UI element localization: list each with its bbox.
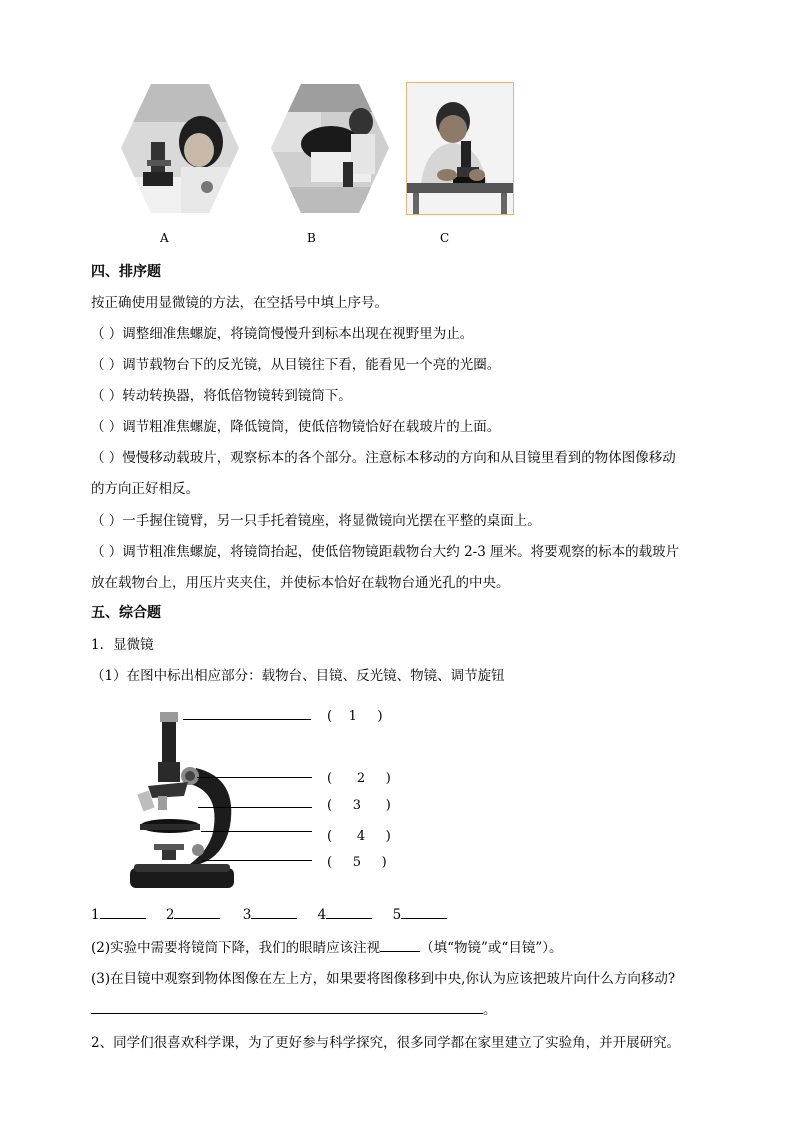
part-label-1: ( 1 ) — [327, 709, 383, 724]
leader-line-4 — [201, 831, 312, 832]
q2-text: 2、同学们很喜欢科学课，为了更好参与科学探究，很多同学都在家里建立了实验角，并开展研究。 — [91, 1035, 681, 1051]
answer-num-4: 4 — [317, 907, 327, 923]
answer-num-1: 1 — [91, 907, 100, 923]
q1-part2-blank[interactable] — [380, 939, 420, 952]
part-label-2: ( 2 ) — [327, 771, 391, 786]
section4-heading: 四、排序题 — [91, 264, 161, 280]
q1-part3-blank[interactable] — [91, 1001, 483, 1014]
sort-item-3: （ ）转动转换器，将低倍物镜转到镜筒下。 — [91, 388, 352, 404]
photo-b — [271, 82, 389, 215]
answer-blank-3[interactable] — [251, 906, 297, 919]
photo-caption-a: A — [160, 231, 169, 245]
leader-line-5 — [202, 860, 312, 861]
photo-caption-b: B — [307, 231, 316, 245]
q1-part3: (3)在目镜中观察到物体图像在左上方，如果要将图像移到中央,你认为应该把玻片向什么方向移动? — [91, 971, 676, 987]
part-label-4: ( 4 ) — [327, 829, 391, 844]
answer-blank-5[interactable] — [401, 906, 447, 919]
sort-item-5: （ ）慢慢移动载玻片，观察标本的各个部分。注意标本移动的方向和从目镜里看到的物体图像移动 — [91, 450, 676, 466]
q1-part2 — [91, 936, 562, 956]
answer-blanks-row — [91, 906, 447, 923]
q1-part2-text: (2)实验中需要将镜筒下降，我们的眼睛应该注视 — [91, 940, 381, 956]
sort-item-6: （ ）一手握住镜臂，另一只手托着镜座，将显微镜向光摆在平整的桌面上。 — [91, 513, 541, 529]
leader-line-3 — [198, 807, 312, 808]
answer-blank-1[interactable] — [100, 906, 146, 919]
section4-intro: 按正确使用显微镜的方法，在空括号中填上序号。 — [91, 295, 388, 311]
photo-a — [121, 82, 239, 215]
sort-item-7-cont: 放在载物台上，用压片夹夹住，并使标本恰好在载物台通光孔的中央。 — [91, 575, 510, 591]
sort-item-1: （ ）调整细准焦螺旋，将镜筒慢慢升到标本出现在视野里为止。 — [91, 326, 474, 342]
leader-line-2 — [197, 777, 312, 778]
q1-part2-hint: （填“物镜”或“目镜”）。 — [420, 940, 563, 956]
answer-blank-2[interactable] — [174, 906, 220, 919]
part-label-3: ( 3 ) — [327, 798, 391, 813]
photo-c — [406, 82, 514, 215]
sort-item-4: （ ）调节粗准焦螺旋，降低镜筒，使低倍物镜恰好在载玻片的上面。 — [91, 419, 501, 435]
sort-item-2: （ ）调节载物台下的反光镜，从目镜往下看，能看见一个亮的光圈。 — [91, 357, 501, 373]
photo-caption-c: C — [440, 231, 450, 245]
answer-num-5: 5 — [392, 907, 402, 923]
part-label-5: ( 5 ) — [327, 855, 387, 870]
q1-part3-answer — [91, 998, 497, 1018]
q1-part1: （1）在图中标出相应部分：载物台、目镜、反光镜、物镜、调节旋钮 — [91, 668, 505, 684]
leader-line-1 — [183, 719, 311, 720]
answer-blank-4[interactable] — [326, 906, 372, 919]
answer-num-3: 3 — [242, 907, 252, 923]
answer-num-2: 2 — [165, 907, 175, 923]
q1-part3-period: 。 — [483, 1002, 497, 1018]
q1-title: 1．显微镜 — [91, 637, 154, 653]
section5-heading: 五、综合题 — [91, 605, 161, 621]
sort-item-5-cont: 的方向正好相反。 — [91, 481, 199, 497]
sort-item-7: （ ）调节粗准焦螺旋，将镜筒抬起，使低倍物镜距载物台大约 2-3 厘米。将要观察的标本的载玻片 — [91, 544, 680, 560]
microscope-diagram — [126, 708, 238, 890]
